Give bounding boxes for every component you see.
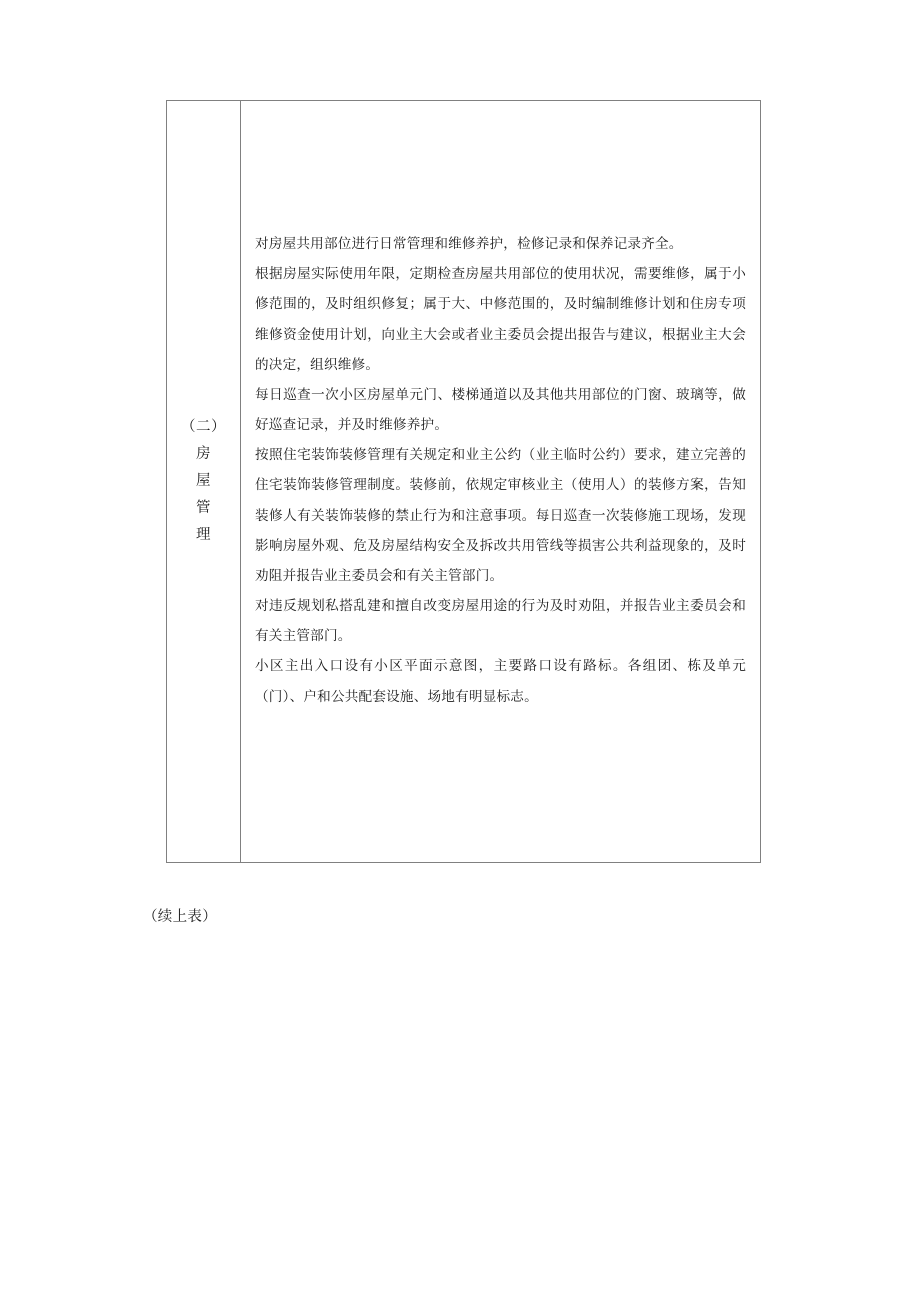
row-label-char-3: 管	[196, 499, 211, 516]
row-label-cell	[167, 101, 241, 863]
row-body-cell	[241, 101, 761, 863]
body-paragraph-5: 对违反规划私搭乱建和擅自改变房屋用途的行为及时劝阻，并报告业主委员会和有关主管部门。	[255, 598, 746, 644]
body-paragraph-4: 按照住宅装饰装修管理有关规定和业主公约（业主临时公约）要求，建立完善的住宅装饰装修管理制度。装修前，依规定审核业主（使用人）的装修方案，告知装修人有关装饰装修的禁止行为和注意事项。每日巡查一次装修施工现场，发现影响房屋外观、危及房屋结构安全及拆改共用管线等损害公共利益现象的，及时劝阻并报告业主委员会和有关主管部门。	[255, 447, 746, 583]
row-label-char-4: 理	[196, 526, 211, 543]
body-paragraph-6: 小区主出入口设有小区平面示意图，主要路口设有路标。各组团、栋及单元（门）、户和公共配套设施、场地有明显标志。	[255, 658, 746, 704]
row-label-char-2: 屋	[196, 472, 211, 489]
body-paragraph-2: 根据房屋实际使用年限，定期检查房屋共用部位的使用状况，需要维修，属于小修范围的，及时组织修复；属于大、中修范围的，及时编制维修计划和住房专项维修资金使用计划，向业主大会或者业主委员会提出报告与建议，根据业主大会的决定，组织维修。	[255, 266, 746, 372]
continued-note: （续上表）	[143, 909, 217, 925]
content-table	[166, 100, 761, 863]
body-paragraph-3: 每日巡查一次小区房屋单元门、楼梯通道以及其他共用部位的门窗、玻璃等，做好巡查记录，并及时维修养护。	[255, 386, 746, 433]
row-number: （二）	[181, 419, 226, 436]
table-row	[167, 101, 761, 863]
row-body-text	[241, 101, 760, 862]
row-label	[167, 410, 240, 552]
row-label-char-1: 房	[196, 446, 211, 463]
body-paragraph-1: 对房屋共用部位进行日常管理和维修养护，检修记录和保养记录齐全。	[255, 236, 683, 251]
